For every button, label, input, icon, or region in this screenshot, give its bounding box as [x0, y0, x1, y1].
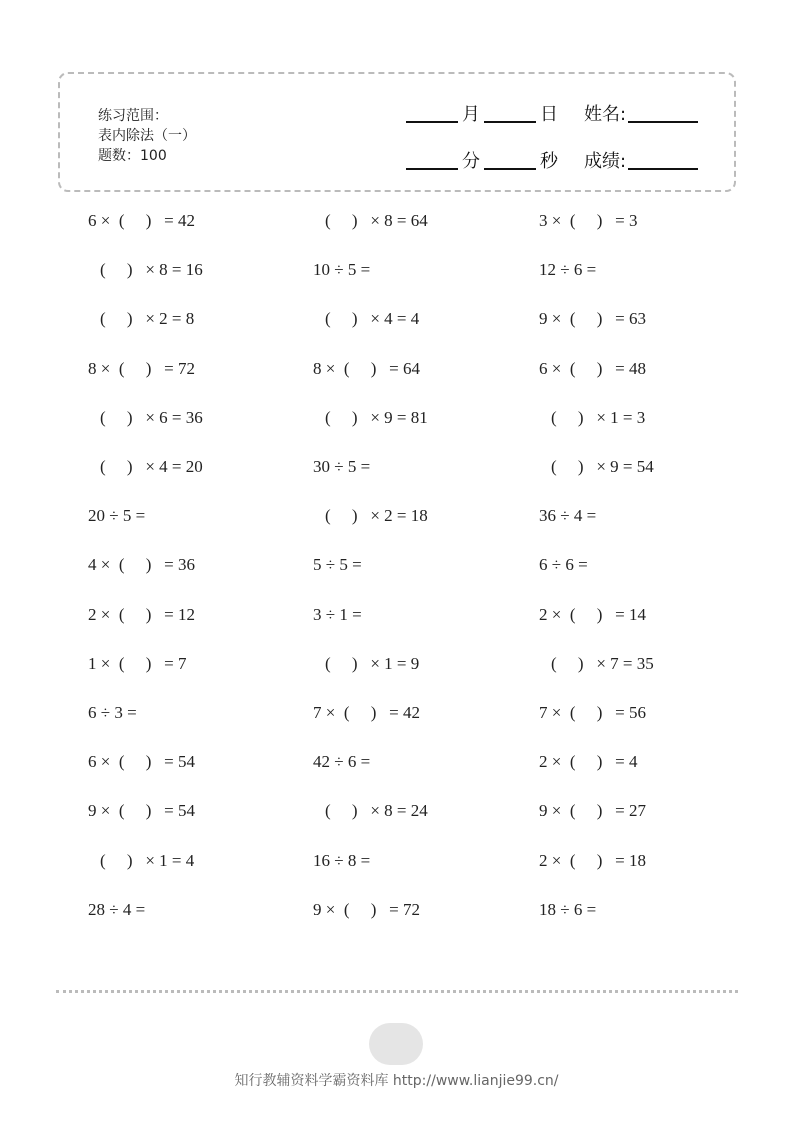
- problem: 3 × ( ) = 3: [539, 211, 638, 230]
- topic-label: 表内除法（一）: [98, 128, 196, 144]
- problem: 18 ÷ 6 =: [539, 899, 597, 919]
- problem: ( ) × 9 = 54: [551, 457, 654, 476]
- problem: ( ) × 1 = 9: [325, 653, 420, 673]
- problem: 9 × ( ) = 54: [88, 801, 195, 821]
- problem: 42 ÷ 6 =: [313, 752, 371, 772]
- range-label: 练习范围：: [98, 108, 168, 124]
- problem: 4 × ( ) = 36: [88, 555, 195, 575]
- problem: 2 × ( ) = 4: [539, 752, 638, 772]
- second-label: 秒: [540, 151, 558, 172]
- problem: 8 × ( ) = 72: [88, 358, 195, 378]
- problem: 30 ÷ 5 =: [313, 457, 371, 476]
- problem: ( ) × 9 = 81: [325, 407, 428, 427]
- minute-label: 分: [462, 151, 480, 172]
- problem: 6 × ( ) = 54: [88, 752, 195, 772]
- question-count: 题数：100: [98, 148, 167, 164]
- problem: 28 ÷ 4 =: [88, 899, 146, 919]
- problem: ( ) × 6 = 36: [100, 407, 203, 427]
- day-label: 日: [540, 104, 558, 125]
- problem: ( ) × 8 = 16: [100, 260, 203, 280]
- problem: ( ) × 7 = 35: [551, 653, 654, 673]
- problem: 2 × ( ) = 18: [539, 850, 646, 870]
- problem: ( ) × 2 = 18: [325, 506, 428, 526]
- problem: 9 × ( ) = 63: [539, 309, 646, 329]
- problem: 9 × ( ) = 72: [313, 899, 420, 919]
- problem: ( ) × 2 = 8: [100, 309, 195, 329]
- problem: 6 ÷ 3 =: [88, 703, 137, 722]
- problem: 16 ÷ 8 =: [313, 850, 371, 870]
- problem: 10 ÷ 5 =: [313, 260, 371, 280]
- problem: 6 × ( ) = 42: [88, 211, 195, 230]
- problem: 6 × ( ) = 48: [539, 358, 646, 378]
- name-label: 姓名:: [584, 104, 627, 125]
- footer-credit: 知行教辅资料学霸资料库 http://www.lianjie99.cn/: [234, 1073, 559, 1089]
- problem: 3 ÷ 1 =: [313, 604, 362, 624]
- problem: 12 ÷ 6 =: [539, 260, 597, 280]
- problem: ( ) × 4 = 20: [100, 457, 203, 476]
- problem: ( ) × 4 = 4: [325, 309, 420, 329]
- divider: [56, 990, 738, 993]
- problem: ( ) × 8 = 64: [325, 211, 428, 230]
- problem: 2 × ( ) = 14: [539, 604, 646, 624]
- problem: 36 ÷ 4 =: [539, 506, 597, 526]
- problem: 2 × ( ) = 12: [88, 604, 195, 624]
- problem: 1 × ( ) = 7: [88, 653, 187, 673]
- problem: ( ) × 1 = 3: [551, 407, 646, 427]
- problem: 6 ÷ 6 =: [539, 555, 588, 575]
- problem: ( ) × 1 = 4: [100, 850, 195, 870]
- score-label: 成绩:: [584, 151, 627, 172]
- problem: 7 × ( ) = 42: [313, 703, 420, 722]
- problem: 7 × ( ) = 56: [539, 703, 646, 722]
- page-number-pill: [369, 1023, 423, 1065]
- problem: 20 ÷ 5 =: [88, 506, 146, 526]
- problem: 9 × ( ) = 27: [539, 801, 646, 821]
- problem: ( ) × 8 = 24: [325, 801, 428, 821]
- problem: 8 × ( ) = 64: [313, 358, 420, 378]
- problem: 5 ÷ 5 =: [313, 555, 362, 575]
- month-label: 月: [462, 104, 480, 125]
